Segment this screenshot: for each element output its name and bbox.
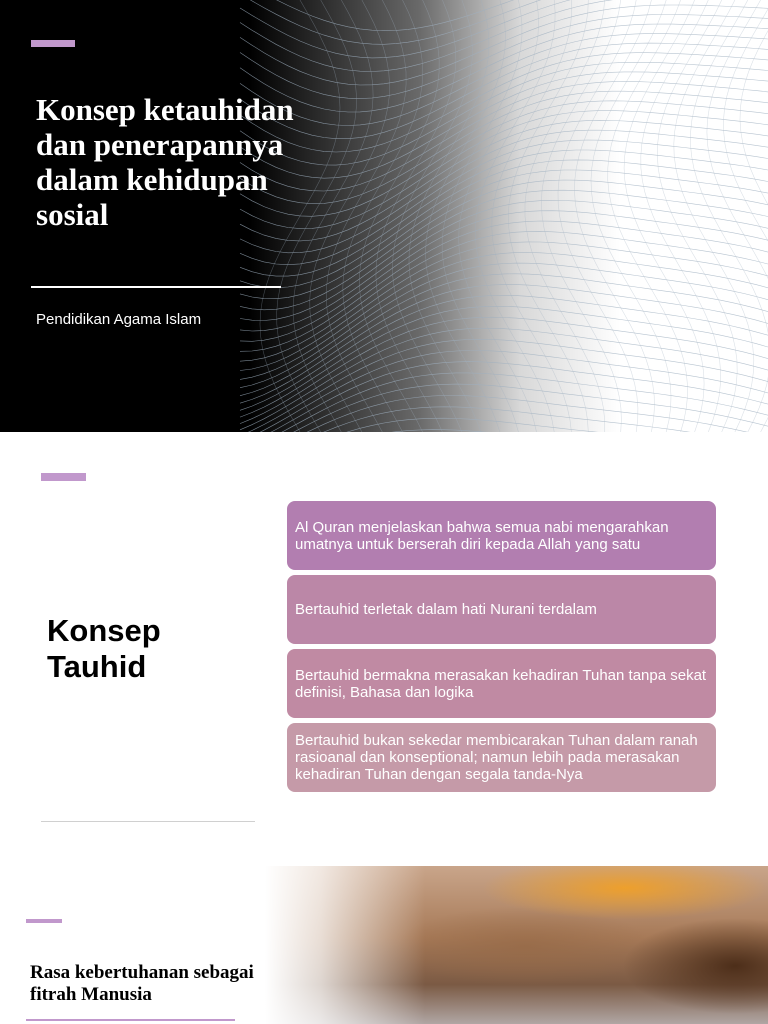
wave-line xyxy=(240,317,768,423)
konsep-tauhid-slide xyxy=(0,432,768,866)
wave-line xyxy=(608,0,688,432)
wave-line xyxy=(240,101,768,217)
wave-line xyxy=(393,0,473,432)
heading-divider xyxy=(41,821,255,822)
wave-line xyxy=(240,120,768,241)
point-card-text: Al Quran menjelaskan bahwa semua nabi mengarahkan umatnya untuk berserah diri kepada Allah yang satu xyxy=(295,518,669,553)
point-card-text: Bertauhid terletak dalam hati Nurani terdalam xyxy=(295,601,597,618)
wave-line xyxy=(558,0,638,432)
wave-line xyxy=(240,274,768,396)
slide-heading: Konsep Tauhid xyxy=(47,613,161,684)
photo-fade-overlay xyxy=(265,866,425,1024)
wave-line xyxy=(641,0,721,432)
point-card-2 xyxy=(287,575,716,644)
wave-line xyxy=(240,285,768,404)
slide-heading: Rasa kebertuhanan sebagai fitrah Manusia xyxy=(30,962,254,1005)
wave-line xyxy=(240,72,768,178)
wave-line xyxy=(240,373,768,432)
wave-line xyxy=(240,306,768,417)
wave-line xyxy=(240,91,768,204)
wave-line xyxy=(240,384,768,432)
wave-line xyxy=(426,0,506,432)
wave-line xyxy=(240,396,768,433)
heading-divider xyxy=(26,1019,235,1021)
wave-line xyxy=(240,62,768,165)
wave-line xyxy=(240,0,768,71)
point-card-4 xyxy=(287,723,716,792)
wave-line xyxy=(240,407,768,432)
wave-line xyxy=(240,328,768,430)
title-slide xyxy=(0,0,768,432)
wave-line xyxy=(240,0,768,44)
wave-line xyxy=(240,43,768,139)
wave-line xyxy=(707,0,768,432)
wave-line xyxy=(310,0,390,432)
wave-line xyxy=(240,339,768,432)
slide-title: Konsep ketauhidan dan penerapannya dalam kehidupan sosial xyxy=(36,92,294,232)
wave-line xyxy=(240,190,768,320)
point-card-1 xyxy=(287,501,716,570)
slide-subtitle: Pendidikan Agama Islam xyxy=(36,311,202,328)
wave-line xyxy=(240,0,768,58)
wave-line xyxy=(240,130,768,253)
wave-line xyxy=(240,24,768,112)
wave-line xyxy=(541,0,621,432)
wave-line xyxy=(240,180,768,310)
wave-line xyxy=(240,34,768,126)
wave-line xyxy=(240,0,768,31)
wave-line xyxy=(724,0,768,432)
accent-bar xyxy=(26,919,62,923)
fitrah-slide xyxy=(0,866,768,1024)
wave-line xyxy=(508,0,588,432)
wave-line xyxy=(240,5,768,85)
accent-bar xyxy=(31,40,75,47)
wave-line xyxy=(240,253,768,380)
wave-line xyxy=(240,200,768,331)
wave-line xyxy=(240,221,768,351)
point-card-text: Bertauhid bermakna merasakan kehadiran Tuhan tanpa sekat definisi, Bahasa dan logika xyxy=(295,666,707,701)
wave-line xyxy=(240,362,768,432)
accent-bar xyxy=(41,473,86,481)
point-card-text: Bertauhid bukan sekedar membicarakan Tuhan dalam ranah rasioanal dan konseptional; namun lebih pada merasakan kehadiran Tuhan dengan segala tanda-Nya xyxy=(295,732,698,783)
point-card-3 xyxy=(287,649,716,718)
title-divider xyxy=(31,286,281,288)
